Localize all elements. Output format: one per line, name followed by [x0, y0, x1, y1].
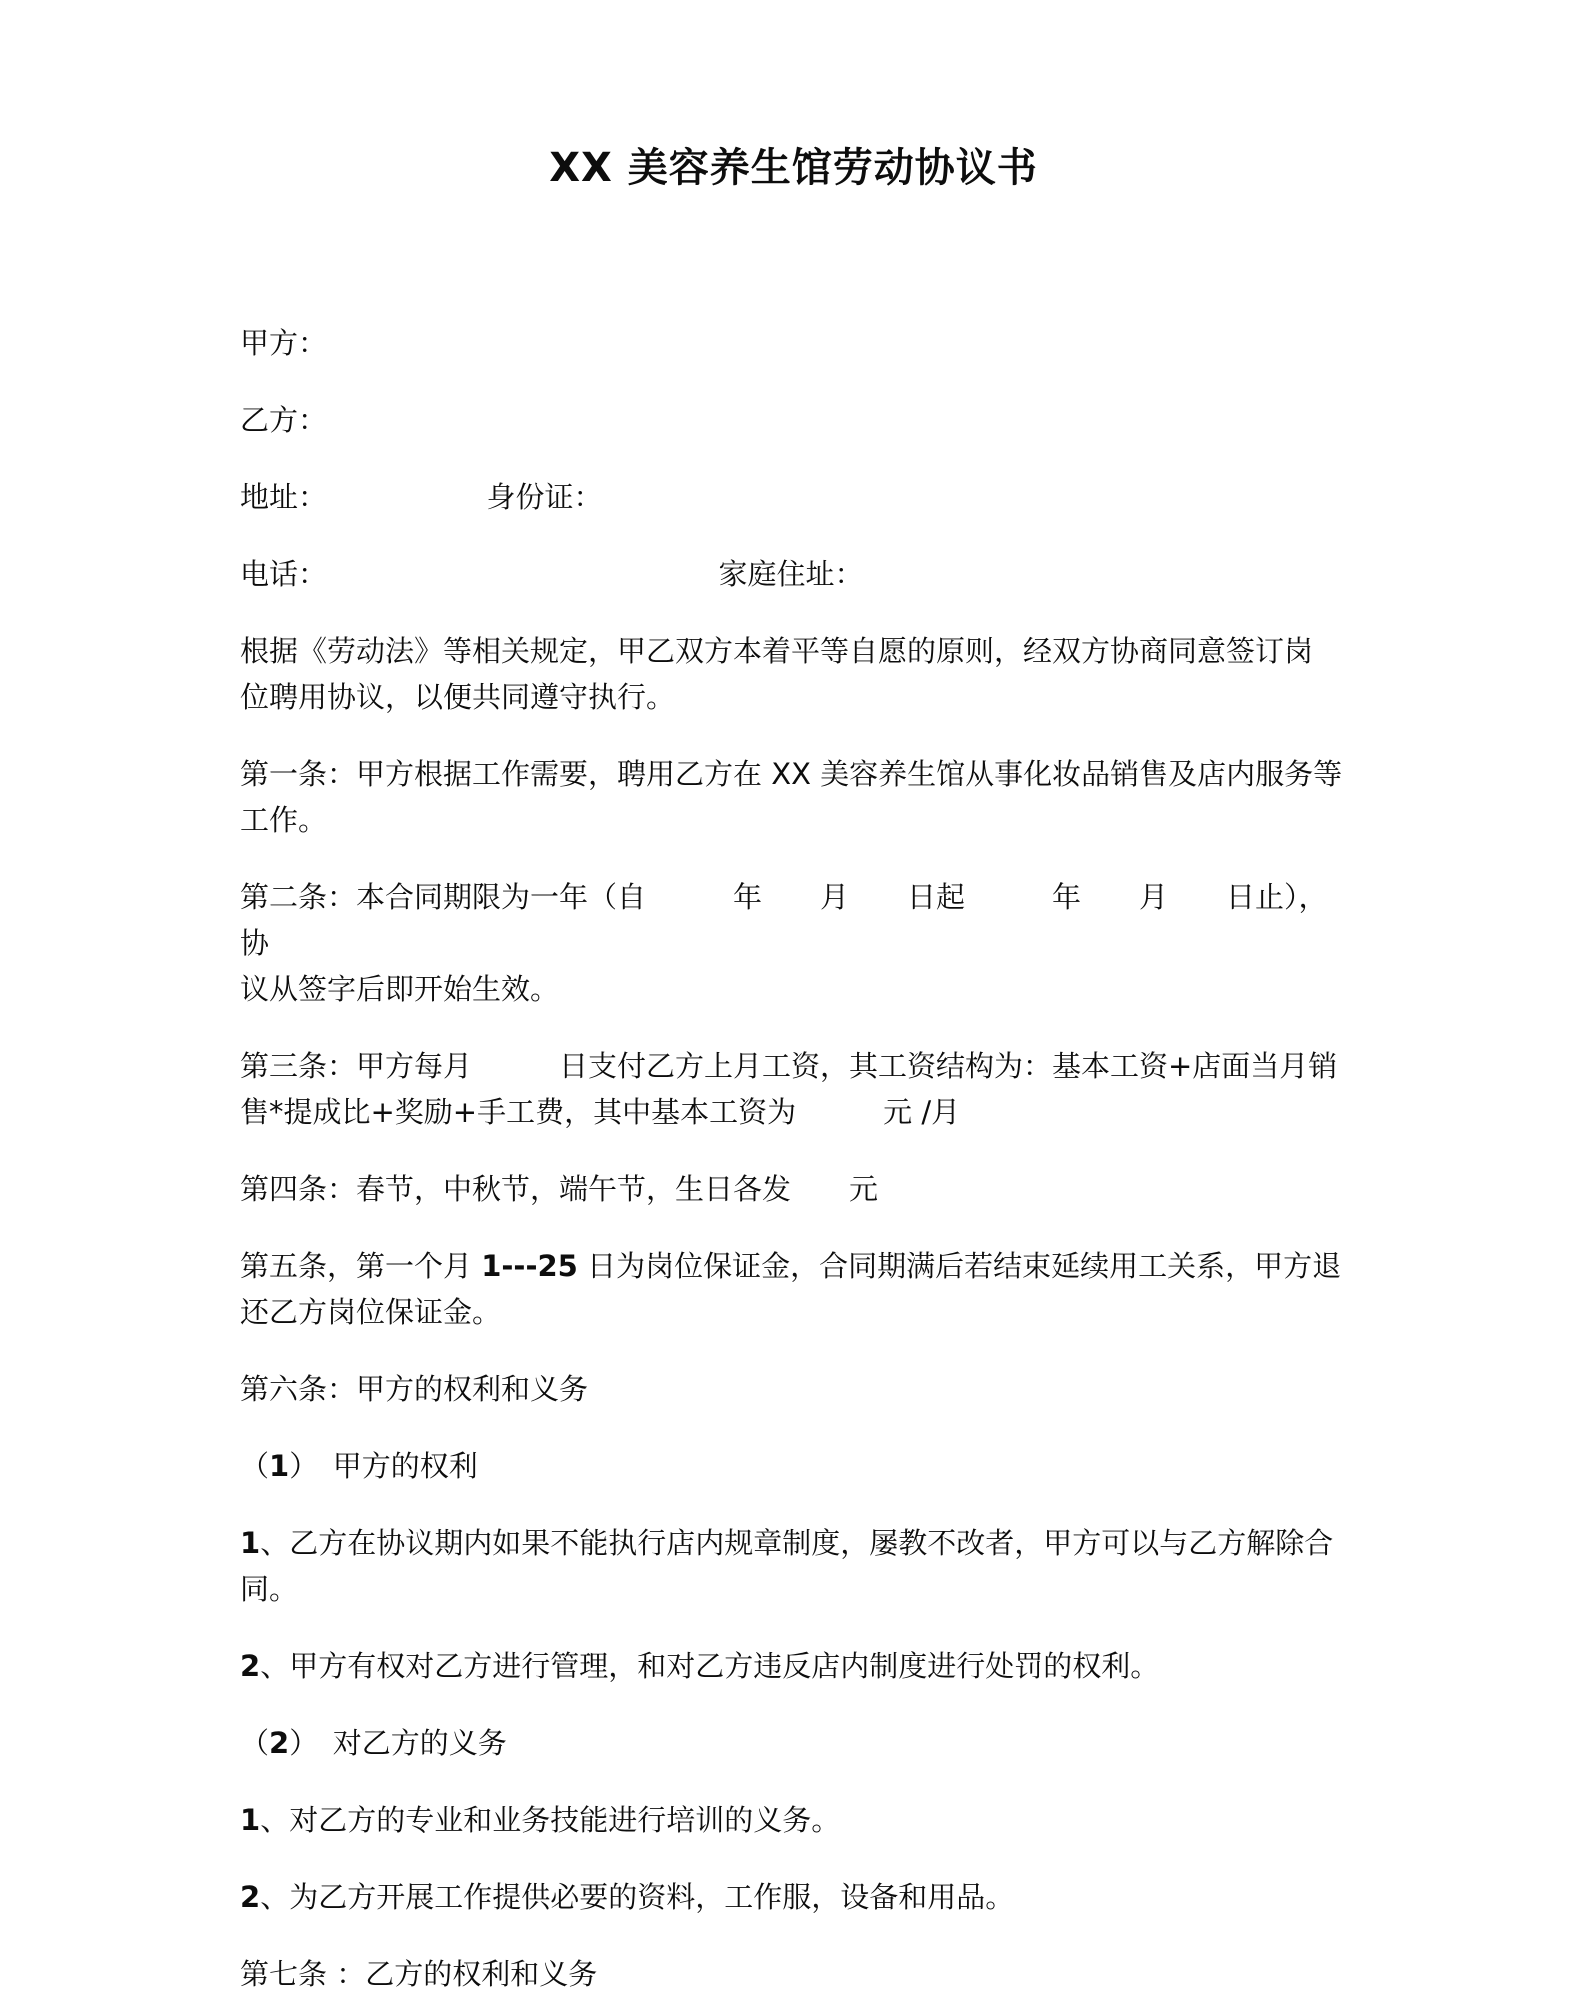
paragraph	[240, 1951, 1347, 1997]
text-line: 地址： 身份证：	[240, 480, 603, 514]
document-body	[240, 320, 1347, 1997]
text-line: 第一条：甲方根据工作需要，聘用乙方在 XX 美容养生馆从事化妆品销售及店内服务等	[240, 757, 1343, 791]
paragraph	[240, 1043, 1347, 1135]
paragraph	[240, 1520, 1347, 1612]
paragraph	[240, 1720, 1347, 1766]
paragraph	[240, 874, 1347, 1012]
document-title: XX 美容养生馆劳动协议书	[549, 145, 1038, 191]
text-line: 甲方：	[240, 326, 328, 360]
text-line: 电话： 家庭住址：	[240, 557, 864, 591]
text-line: 第七条 ：乙方的权利和义务	[240, 1957, 598, 1991]
text-line: 第四条：春节，中秋节，端午节，生日各发 元	[240, 1172, 879, 1206]
paragraph	[240, 320, 1347, 366]
text-line: 还乙方岗位保证金。	[240, 1295, 502, 1329]
paragraph	[240, 628, 1347, 720]
paragraph	[240, 1643, 1347, 1689]
text-line: 1、乙方在协议期内如果不能执行店内规章制度，屡教不改者，甲方可以与乙方解除合	[240, 1526, 1334, 1560]
numeric-text: 2	[240, 1649, 261, 1683]
numeric-text: 1	[240, 1526, 261, 1560]
paragraph	[240, 1366, 1347, 1412]
paragraph	[240, 1874, 1347, 1920]
numeric-text: 2	[269, 1726, 290, 1760]
paragraph	[240, 1166, 1347, 1212]
text-line: 议从签字后即开始生效。	[240, 972, 560, 1006]
text-line: 第五条，第一个月 1---25 日为岗位保证金，合同期满后若结束延续用工关系，甲方退	[240, 1249, 1342, 1283]
paragraph	[240, 551, 1347, 597]
paragraph	[240, 1443, 1347, 1489]
numeric-text: 1	[269, 1449, 290, 1483]
text-line: 第二条：本合同期限为一年（自 年 月 日起 年 月 日止），协	[240, 880, 1328, 960]
text-line: 乙方：	[240, 403, 328, 437]
text-line: 1、对乙方的专业和业务技能进行培训的义务。	[240, 1803, 841, 1837]
text-line: 工作。	[240, 803, 328, 837]
text-line: 同。	[240, 1572, 299, 1606]
text-line: 第三条：甲方每月 日支付乙方上月工资，其工资结构为：基本工资+店面当月销	[240, 1049, 1338, 1083]
paragraph	[240, 1797, 1347, 1843]
text-line: 位聘用协议，以便共同遵守执行。	[240, 680, 676, 714]
numeric-text: 1	[240, 1803, 261, 1837]
text-line: 第六条：甲方的权利和义务	[240, 1372, 589, 1406]
text-line: （2） 对乙方的义务	[240, 1726, 507, 1760]
text-line: 根据《劳动法》等相关规定，甲乙双方本着平等自愿的原则，经双方协商同意签订岗	[240, 634, 1314, 668]
paragraph	[240, 474, 1347, 520]
paragraph	[240, 1243, 1347, 1335]
numeric-text: 2	[240, 1880, 261, 1914]
paragraph	[240, 397, 1347, 443]
numeric-text: 1---25	[481, 1249, 578, 1283]
paragraph	[240, 751, 1347, 843]
text-line: （1） 甲方的权利	[240, 1449, 478, 1483]
text-line: 2、甲方有权对乙方进行管理，和对乙方违反店内制度进行处罚的权利。	[240, 1649, 1160, 1683]
text-line: 售*提成比+奖励+手工费，其中基本工资为 元 /月	[240, 1095, 961, 1129]
text-line: 2、为乙方开展工作提供必要的资料，工作服，设备和用品。	[240, 1880, 1015, 1914]
